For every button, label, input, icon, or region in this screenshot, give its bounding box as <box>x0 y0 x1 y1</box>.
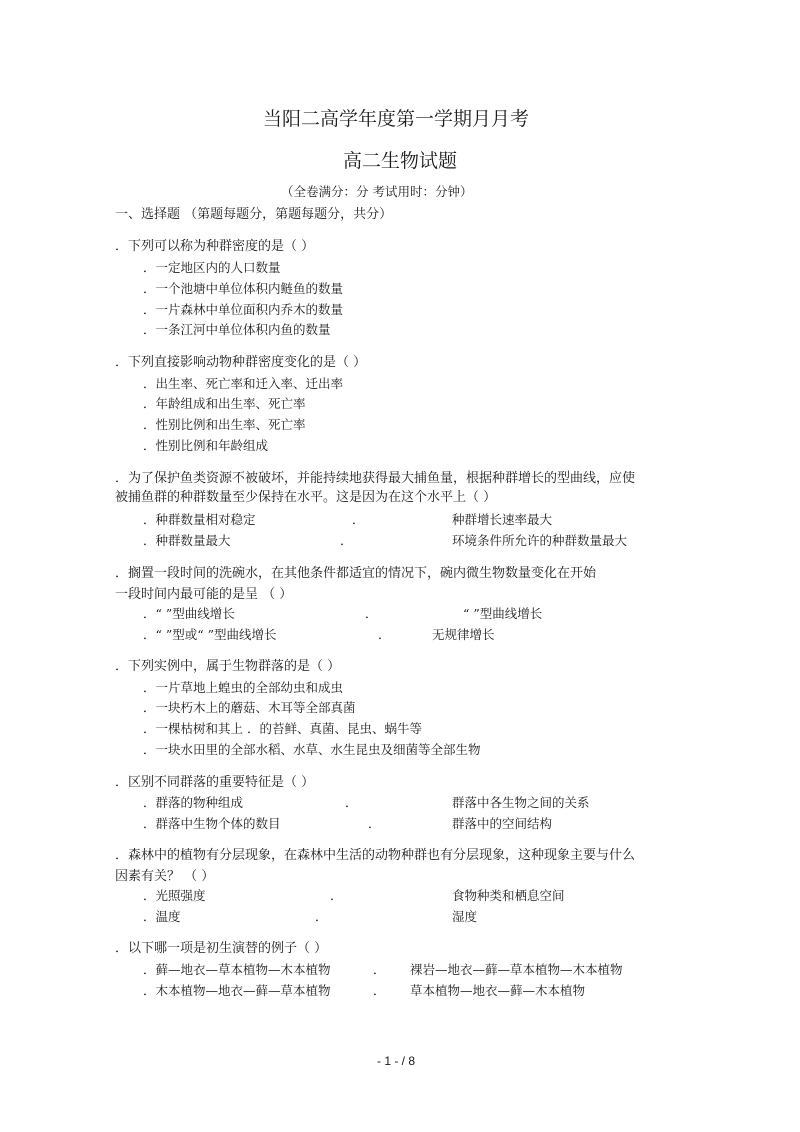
option: ．一片草地上蝗虫的全部幼虫和成虫 <box>143 680 344 695</box>
option: ．一定地区内的人口数量 <box>143 260 281 275</box>
option: ．一片森林中单位面积内乔木的数量 <box>143 302 344 317</box>
question-stem: 被捕鱼群的种群数量至少保持在水平。这是因为在这个水平上（ ） <box>115 490 497 505</box>
option: ．种群数量最大 <box>143 533 231 548</box>
question-stem: ．森林中的植物有分层现象，在森林中生活的动物种群也有分层现象，这种现象主要与什么 <box>115 848 636 863</box>
option: ．群落的物种组成 <box>143 795 244 810</box>
option: 群落中的空间结构 <box>452 816 553 831</box>
option: 群落中各生物之间的关系 <box>452 795 590 810</box>
option: ．一条江河中单位体积内鱼的数量 <box>143 322 331 337</box>
question-stem: 因素有关？ （ ） <box>115 869 215 884</box>
exam-subtitle: 高二生物试题 <box>343 150 458 172</box>
option: 无规律增长 <box>432 627 495 642</box>
exam-title: 当阳二高学年度第一学期月月考 <box>263 108 530 130</box>
option: 种群增长速率最大 <box>452 512 553 527</box>
option-marker: ． <box>330 888 343 903</box>
option: ．一棵枯树和其上 ．的苔鲜、真菌、昆虫、蜗牛等 <box>143 721 422 736</box>
option-marker: ． <box>340 533 353 548</box>
option: ．一个池塘中单位体积内鲢鱼的数量 <box>143 281 344 296</box>
option: ．温度 <box>143 909 181 924</box>
option-marker: ． <box>378 627 391 642</box>
option: ．性别比例和年龄组成 <box>143 438 269 453</box>
option: ．群落中生物个体的数目 <box>143 816 281 831</box>
option: ．光照强度 <box>143 888 206 903</box>
page-number: - 1 - / 8 <box>377 1054 416 1068</box>
option: 裸岩—地衣—藓—草本植物—木本植物 <box>410 962 623 977</box>
option-marker: ． <box>315 909 328 924</box>
option: ．性别比例和出生率、死亡率 <box>143 417 306 432</box>
question-stem: ．为了保护鱼类资源不被破坏，并能持续地获得最大捕鱼量，根据种群增长的型曲线，应使 <box>115 471 636 486</box>
question-stem: ．区别不同群落的重要特征是（ ） <box>115 775 315 790</box>
option: ．年龄组成和出生率、死亡率 <box>143 396 306 411</box>
question-stem: ．下列可以称为种群密度的是（ ） <box>115 239 315 254</box>
option-marker: ． <box>373 983 386 998</box>
option: ．种群数量相对稳定 <box>143 512 256 527</box>
option: ．藓—地衣—草本植物—木本植物 <box>143 962 331 977</box>
option-marker: ． <box>365 606 378 621</box>
section-heading: 一、选择题 （第题每题分，第题每题分，共分） <box>115 207 393 222</box>
question-stem: ．下列实例中，属于生物群落的是（ ） <box>115 659 341 674</box>
question-stem: ．以下哪一项是初生演替的例子（ ） <box>115 941 328 956</box>
option: ．一块朽木上的蘑菇、木耳等全部真菌 <box>143 700 356 715</box>
question-stem: 一段时间内最可能的是呈 （ ） <box>115 587 293 602</box>
option: 食物种类和栖息空间 <box>452 888 565 903</box>
option-marker: ． <box>373 962 386 977</box>
option: 环境条件所允许的种群数量最大 <box>452 533 628 548</box>
option: ．“ ”型或“ ”型曲线增长 <box>143 627 277 642</box>
option-marker: ． <box>345 795 358 810</box>
option: ．出生率、死亡率和迁入率、迁出率 <box>143 376 344 391</box>
option: ．木本植物—地衣—藓—草本植物 <box>143 983 331 998</box>
option: 草本植物—地衣—藓—木本植物 <box>410 983 586 998</box>
option: “ ”型曲线增长 <box>463 606 543 621</box>
option: ．一块水田里的全部水稻、水草、水生昆虫及细菌等全部生物 <box>143 742 481 757</box>
question-stem: ．下列直接影响动物种群密度变化的是（ ） <box>115 355 367 370</box>
question-stem: ．搁置一段时间的洗碗水，在其他条件都适宜的情况下，碗内微生物数量变化在开始 <box>115 566 597 581</box>
option: ．“ ”型曲线增长 <box>143 606 235 621</box>
option: 湿度 <box>452 909 478 924</box>
option-marker: ． <box>352 512 365 527</box>
option-marker: ． <box>368 816 381 831</box>
exam-info: （全卷满分：分 考试用时：分钟） <box>281 184 473 199</box>
